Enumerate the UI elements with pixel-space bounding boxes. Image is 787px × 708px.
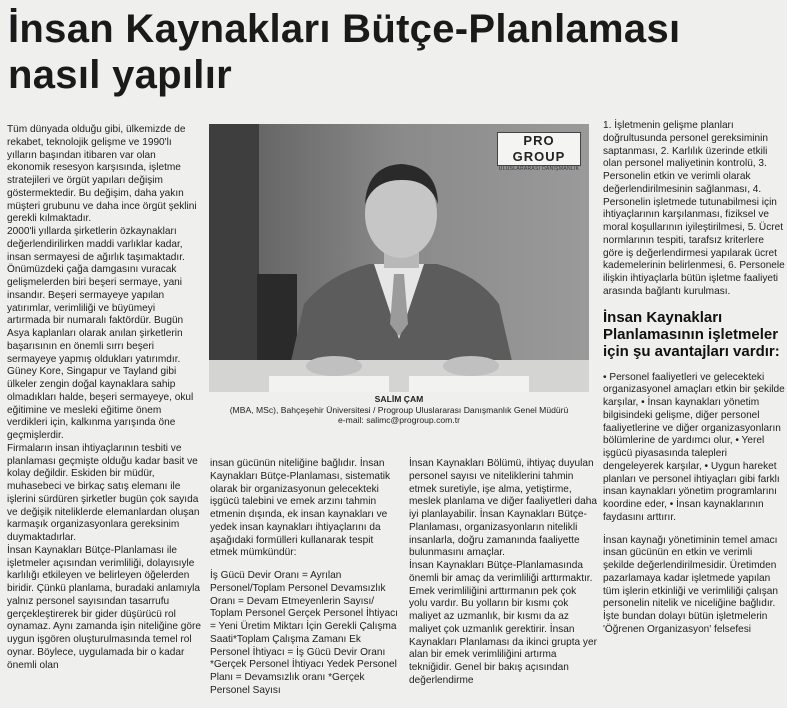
column-1 [7, 124, 201, 672]
spacer [210, 560, 398, 570]
paragraph: İnsan Kaynakları Bölümü, ihtiyaç duyulan personel sayısı ve niteliklerini tahmin etmek suretiyle, işe alma, yetiştirme, meslek planlama ve diğer faaliyetleri daha iyi planlayabilir. İnsan Kaynakları Bütçe-Planlaması, organizasyonların nitelikli insanlarla, doğru zamanında faaliyette bulunmasını amaçlar. [409, 458, 597, 559]
numbered-list: 1. İşletmenin gelişme planları doğrultusunda personel gereksiminin saptanması, 2. Karlılık üzerinde etkili olan personel maliyetinin kontrolü, 3. Personelin etkin ve verimli olarak değerlendirilmesinin sağlanması, 4. Personelin işletmede tutunabilmesi için ihtiyaçlarının karşılanması, fiziksel ve moral koşullarının iyileştirilmesi, 5. Ücret normlarının tespiti, tarafsız kriterlere göre iş değerlendirmesi yapılarak ücret kademelerinin belirlenmesi, 6. Personele ilişkin ihtiyaçlarla bütün işletme faaliyeti arasında bağlantı kurulması. [603, 120, 785, 297]
author-credentials: (MBA, MSc), Bahçeşehir Üniversitesi / Progroup Uluslararası Danışmanlık Genel Müdürü [229, 404, 569, 415]
paragraph: İnsan Kaynakları Bütçe-Planlamasında önemli bir amaç da verimliliği arttırmaktır. Emek verimliliğini arttırmanın pek çok yolu vardır. Bu yolların bir kısmı çok maliyet az uzmanlık, bir kısmı da az maliyet çok uzmanlık gerektirir. İnsan Kaynakları Planlaması da ikinci grupta yer alan bir emek verimliliğini artırma tekniğidir. Genel bir bakış açısından değerlendirme [409, 560, 597, 686]
column-2 [210, 458, 398, 698]
pro-group-logo [497, 132, 581, 172]
author-name: SALİM ÇAM [374, 394, 424, 404]
logo-brand: PRO GROUP [512, 133, 566, 164]
paragraph: insan gücünün niteliğine bağlıdır. İnsan Kaynakları Bütçe-Planlaması, sistematik olarak bir organizasyonun gelecekteki işgücü talebini ve emek arzını tahmin etmenin dışında, ek insan kaynakları ve yedek insan kaynakları ihtiyaçlarını da aşağıdaki formülleri kullanarak tespit etmek mümkündür: [210, 458, 391, 559]
headline [8, 6, 783, 98]
headline-line-2: nasıl yapılır [8, 53, 232, 97]
paragraph: Firmaların insan ihtiyaçlarının tesbiti ve planlaması geçmişte olduğu kadar basit ve kolay değildir. Eskiden bir müdür, muhasebeci ve birkaç satış elemanı ile işlerini sürdüren şirketler bugün çok sayıda ve değişik niteliklerde elemanlardan oluşan karmaşık organizasyonlara gereksinim duymaktadırlar. [7, 442, 200, 543]
spacer [603, 525, 785, 535]
section-subheading: İnsan Kaynakları Planlamasının işletmeler için şu avantajları vardır: [603, 308, 780, 360]
paragraph: İnsan kaynağı yönetiminin temel amacı insan gücünün en etkin ve verimli şekilde değerlendirilmesidir. Üretimden pazarlamaya kadar işletmede yapılan tüm işlerin etkinliği ve verimliliği çalışan personelin nitelik ve niceliğine bağlıdır. İşte bundan dolayı bütün işletmelerin 'Öğrenen Organizasyon' felsefesi [603, 534, 779, 635]
column-4 [603, 120, 785, 637]
column-3 [409, 458, 597, 688]
paragraph: Tüm dünyada olduğu gibi, ülkemizde de rekabet, teknolojik gelişme ve 1990'lı yılların başından itibaren var olan ekonomik resesyon karşısında, işletme stratejileri ve örgüt yapıları değişim göstermektedir. Bu değişim, daha yakın müşteri grubunu ve daha ince örgüt şeklini gerekli kılmaktadır. [7, 124, 197, 225]
author-email: e-mail: salimc@progroup.com.tr [338, 415, 460, 425]
headline-line-1: İnsan Kaynakları Bütçe-Planlaması [8, 7, 681, 51]
author-photo [209, 124, 589, 392]
photo-caption [209, 394, 589, 426]
logo-subtitle: ULUSLARARASI DANIŞMANLIK [498, 166, 580, 172]
paragraph: 2000'li yıllarda şirketlerin özkaynakları değerlendirilirken maddi varlıklar kadar, insan sermayesi de ağırlık taşımaktadır. Önümüzdeki çağa damgasını vuracak gelişmelerden biri beşeri sermaye, yani insandır. Beşeri sermayeye yapılan yatırımlar, verimliliği ve büyümeyi artırmada bir numaralı faktördür. Bugün Asya kaplanları olarak anılan şirketlerin başarısının en önemli sırrı beşeri sermayeye yapmış oldukları yatırımdır. Güney Kore, Singapur ve Tayland gibi ülkeler zengin doğal kaynaklara sahip olmadıkları halde, beşeri sermayeye, okul eğitimine ve mesleki eğitime önem verdikleri için, kalkınma yarışında öne geçmişlerdir. [7, 226, 194, 441]
paragraph: İnsan Kaynakları Bütçe-Planlaması ile işletmeler açısından verimliliği, dolayısıyle karlılığı etkileyen ve belirleyen öğelerden biridir. Çünkü planlama, buradaki anlamıyla yalnız personel sayısından tasarrufu gerçekleştirerek bir gider düşürücü rol oynamaz. Aynı zamanda işin niteliğine göre uygun işgören oluşturulmasında temel rol oynar. Böylece, uygulamada bir o kadar önemli olan [7, 544, 201, 671]
formula-block: İş Gücü Devir Oranı = Ayrılan Personel/Toplam Personel Devamsızlık Oranı = Devam Etmeyenlerin Sayısı/ Toplam Personel Gerçek Personel İhtiyacı = Yeni Üretim Miktarı İçin Gerekli Çalışma Saati*Toplam Çalışma Zamanı Ek Personel İhtiyacı = İş Gücü Devir Oranı *Gerçek Personel İhtiyacı Yedek Personel Planı = Devamsızlık oranı *Gerçek Personel Sayısı [210, 570, 398, 696]
bullet-list: • Personel faaliyetleri ve gelecekteki organizasyonel amaçları etkin bir şekilde karşılar, • İnsan kaynakları yönetim bilgisindeki gelişme, diğer personel faaliyetlerine ve diğer organizasyonların bölümlerine de yardımcı olur, • Yerel işgücü piyasasında talepleri dengeleyerek karşılar, • Uygun hareket planları ve personel ihtiyaçları gibi farklı insan kaynakları yönetim programlarını koordine eder, • İnsan kaynaklarının faydasını arttırır. [603, 371, 785, 523]
